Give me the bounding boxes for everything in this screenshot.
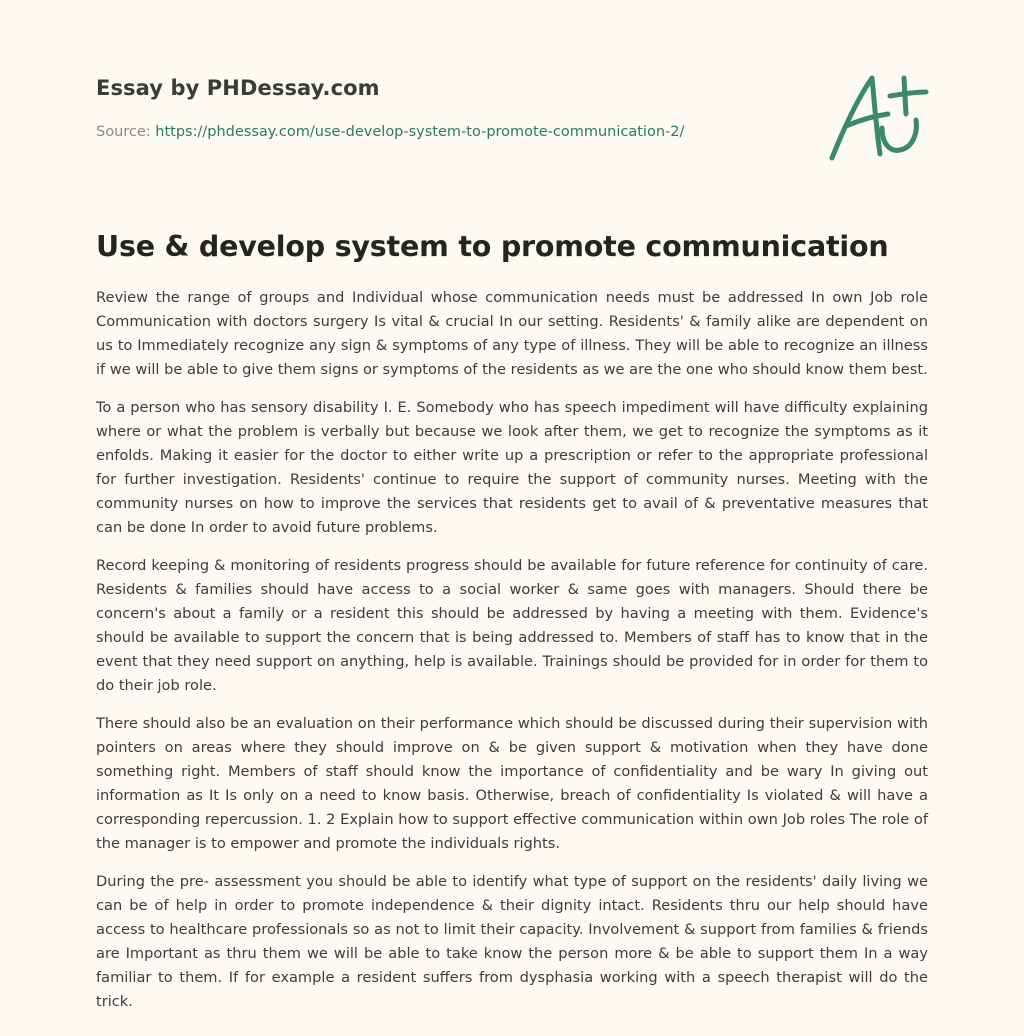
article-paragraph: There should also be an evaluation on their performance which should be discussed during their supervision with pointers on areas where they should improve on & be given support & motivation when they have done something right. Members of staff should know the importance of confidentiality and be wary In giving out information as It Is only on a need to know basis. Otherwise, breach of confidentiality Is violated & will have a corresponding repercussion. 1. 2 Explain how to support effective communication within own Job roles The role of the manager is to empower and promote the individuals rights.: [96, 715, 928, 853]
source-label: Source:: [96, 124, 151, 140]
article-paragraph: Review the range of groups and Individual whose communication needs must be addressed In own Job role Communication with doctors surgery Is vital & crucial In our setting. Residents' & family alike are dependent on us to Immediately recognize any sign & symptoms of any type of illness. They will be able to recognize an illness if we will be able to give them signs or symptoms of the residents as we are the one who should know them best.: [96, 289, 928, 379]
brand-title: Essay by PHDessay.com: [96, 76, 380, 100]
article: [96, 230, 928, 1014]
article-paragraph: Record keeping & monitoring of residents progress should be available for future reference for continuity of care. Residents & families should have access to a social worker & same goes with managers. Should there be concern's about a family or a resident this should be addressed by having a meeting with them. Evidence's should be available to support the concern that is being addressed to. Members of staff has to know that in the event that they need support on anything, help is available. Trainings should be provided for in order for them to do their job role.: [96, 557, 928, 695]
source-link[interactable]: https://phdessay.com/use-develop-system-to-promote-communication-2/: [155, 124, 685, 140]
article-paragraph: To a person who has sensory disability I. E. Somebody who has speech impediment will have difficulty explaining where or what the problem is verbally but because we look after them, we get to recognize the symptoms as it enfolds. Making it easier for the doctor to either write up a prescription or refer to the appropriate professional for further investigation. Residents' continue to require the support of community nurses. Meeting with the community nurses on how to improve the services that residents get to avail of & preventative measures that can be done In order to avoid future problems.: [96, 399, 928, 537]
a-plus-logo-icon: [826, 68, 930, 164]
page-title: Use & develop system to promote communication: [96, 230, 889, 263]
source-line: [96, 124, 684, 140]
page-header: [96, 0, 928, 200]
article-paragraph: During the pre- assessment you should be able to identify what type of support on the residents' daily living we can be of help in order to promote independence & their dignity intact. Residents thru our help should have access to healthcare professionals so as not to limit their capacity. Involvement & support from families & friends are Important as thru them we will be able to take know the person more & be able to support them In a way familiar to them. If for example a resident suffers from dysphasia working with a speech therapist will do the trick.: [96, 873, 928, 1011]
